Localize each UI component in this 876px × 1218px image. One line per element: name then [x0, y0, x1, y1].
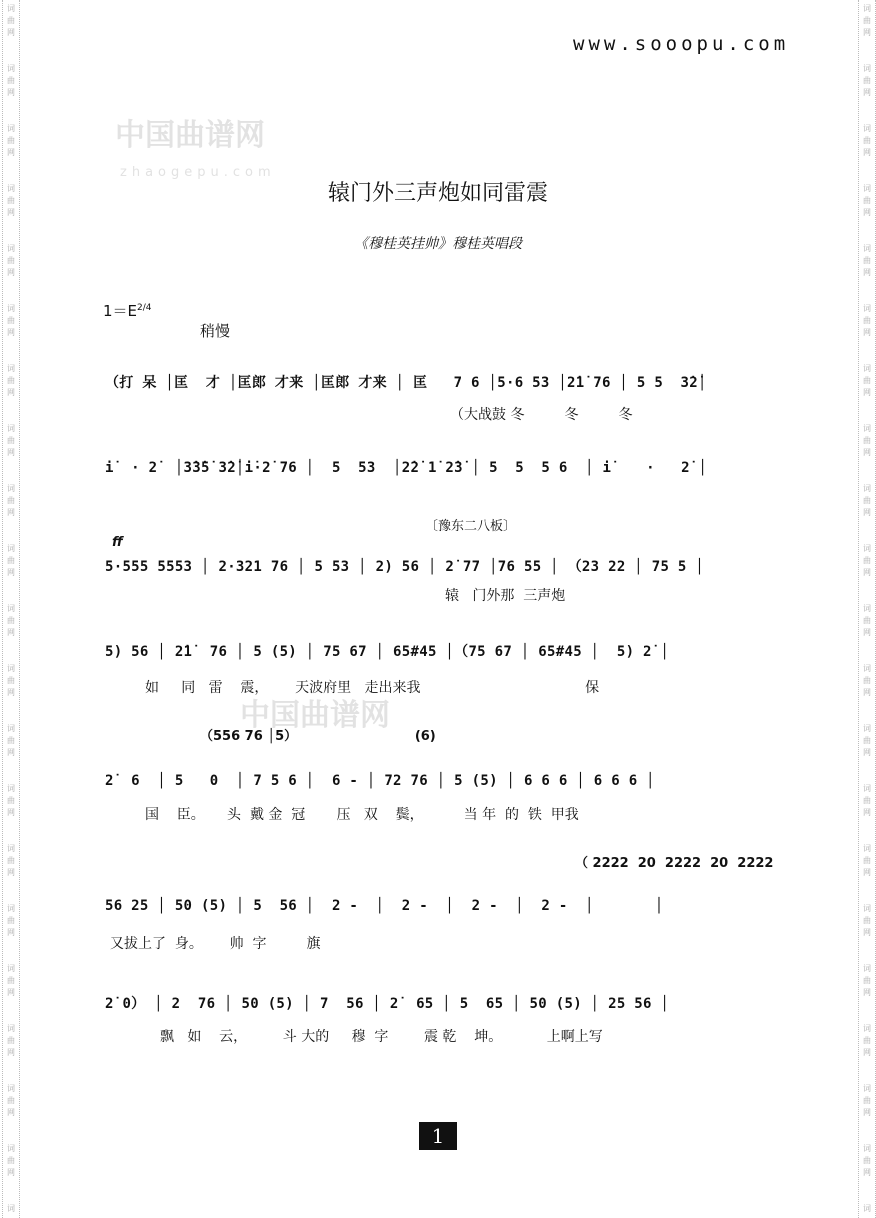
song-subtitle: 《穆桂英挂帅》穆桂英唱段 [354, 236, 522, 252]
side-watermark-char: 词 [863, 1084, 871, 1093]
side-watermark-char: 词 [863, 244, 871, 253]
side-watermark-char: 网 [7, 568, 15, 577]
side-watermark-char: 网 [863, 628, 871, 637]
side-watermark-char: 曲 [863, 316, 871, 325]
song-title: 辕门外三声炮如同雷震 [327, 181, 548, 206]
side-watermark-char: 词 [7, 1144, 15, 1153]
side-watermark-char: 网 [7, 388, 15, 397]
side-watermark-char: 网 [7, 628, 15, 637]
side-watermark-char: 曲 [7, 316, 15, 325]
side-watermark-char: 网 [863, 988, 871, 997]
side-watermark-char: 网 [863, 868, 871, 877]
side-watermark-char: 曲 [7, 496, 15, 505]
side-watermark-char: 网 [7, 28, 15, 37]
side-watermark-char: 曲 [7, 1096, 15, 1105]
notation-line-7: 2̇ 0） │ 2 76 │ 50 (5) │ 7 56 │ 2̇ 65 │ 5 65 │ 50 (5) │ 25 56 │ [105, 996, 670, 1012]
side-watermark-char: 网 [863, 388, 871, 397]
side-watermark-char: 网 [7, 1048, 15, 1057]
side-watermark-char: 曲 [863, 736, 871, 745]
side-watermark-char: 曲 [863, 976, 871, 985]
notation-line-2: i̇ · 2̇ │3̇3̇5̇ 3̇2̇│i̇·2̇ 76 │ 5 53 │2̇2̇ 1̇ 2̇3̇ │ 5 5 5 6 │ i̇ · 2̇ │ [105, 460, 708, 476]
side-watermark-char: 词 [7, 1024, 15, 1033]
side-watermark-char: 词 [7, 244, 15, 253]
side-watermark-char: 网 [863, 568, 871, 577]
side-watermark-char: 网 [7, 808, 15, 817]
side-watermark-char: 网 [863, 268, 871, 277]
side-watermark-char: 词 [7, 664, 15, 673]
side-watermark-char: 词 [863, 484, 871, 493]
side-watermark-char: 词 [863, 4, 871, 13]
side-watermark-char: 曲 [7, 616, 15, 625]
side-watermark-char: 曲 [7, 136, 15, 145]
side-watermark-char: 网 [7, 448, 15, 457]
side-watermark-char: 曲 [863, 856, 871, 865]
side-watermark-char: 词 [863, 1144, 871, 1153]
side-watermark-char: 词 [7, 544, 15, 553]
side-watermark-char: 网 [863, 1108, 871, 1117]
side-watermark-char: 曲 [863, 376, 871, 385]
side-watermark-char: 词 [7, 724, 15, 733]
side-watermark-char: 曲 [863, 136, 871, 145]
side-watermark-char: 词 [7, 4, 15, 13]
side-watermark-char: 曲 [7, 676, 15, 685]
side-watermark-char: 词 [7, 1084, 15, 1093]
side-watermark-char: 词 [863, 184, 871, 193]
side-watermark-char: 词 [7, 844, 15, 853]
side-watermark-char: 词 [7, 424, 15, 433]
side-watermark-char: 曲 [863, 76, 871, 85]
side-watermark-char: 词 [7, 784, 15, 793]
page-number: 1 [419, 1122, 457, 1150]
notation-line-4: 5) 56 │ 2̇1̇ 76 │ 5 (5) │ 75 67 │ 65#45 │（75 67 │ 65#45 │ 5) 2̇ │ [105, 644, 670, 660]
side-watermark-char: 曲 [7, 796, 15, 805]
side-watermark-char: 网 [863, 88, 871, 97]
side-watermark-char: 网 [863, 28, 871, 37]
side-watermark-char: 词 [7, 304, 15, 313]
lyric-line-4: 如 同 雷 震， 天波府里 走出来我 保 [145, 680, 600, 696]
side-watermark-char: 网 [7, 928, 15, 937]
side-watermark-char: 曲 [7, 856, 15, 865]
side-watermark-char: 网 [863, 328, 871, 337]
side-watermark-char: 网 [863, 148, 871, 157]
side-watermark-char: 词 [863, 1204, 871, 1213]
side-watermark-char: 词 [863, 424, 871, 433]
side-watermark-char: 曲 [863, 616, 871, 625]
side-watermark-char: 网 [863, 808, 871, 817]
side-watermark-char: 网 [7, 328, 15, 337]
side-watermark-char: 曲 [863, 556, 871, 565]
side-watermark-char: 曲 [863, 916, 871, 925]
lyric-line-1: （大战鼓 冬 冬 冬 [450, 407, 633, 423]
side-watermark-char: 网 [863, 508, 871, 517]
side-watermark-char: 网 [863, 1168, 871, 1177]
side-watermark-char: 曲 [7, 376, 15, 385]
watermark-logo-2: 中国曲谱网 [240, 698, 390, 733]
side-watermark-char: 网 [7, 148, 15, 157]
side-watermark-char: 网 [7, 688, 15, 697]
side-watermark-char: 曲 [7, 1036, 15, 1045]
side-watermark-char: 词 [863, 664, 871, 673]
lyric-line-3: 辕 门外那 三声炮 [445, 588, 566, 604]
side-watermark-char: 曲 [863, 496, 871, 505]
pre-notation-6: （ 2222 20 2222 20 2222 [575, 856, 774, 871]
notation-line-6: 56 25 │ 50 (5) │ 5 56 │ 2 - │ 2 - │ 2 - │ 2 - │ │ [105, 898, 664, 914]
side-watermark-char: 词 [7, 964, 15, 973]
dynamic-marking: ff [112, 535, 123, 550]
side-watermark-char: 曲 [7, 436, 15, 445]
side-watermark-char: 曲 [7, 736, 15, 745]
side-watermark-char: 词 [863, 904, 871, 913]
side-watermark-char: 网 [863, 688, 871, 697]
side-watermark-char: 词 [863, 124, 871, 133]
side-watermark-char: 曲 [863, 1096, 871, 1105]
side-watermark-char: 网 [7, 868, 15, 877]
side-watermark-char: 词 [863, 1024, 871, 1033]
notation-line-3: 5·555 5553 │ 2·321 76 │ 5 53 │ 2) 56 │ 2̇ 77 │76 55 │ （23 22 │ 75 5 │ [105, 559, 705, 575]
side-watermark-char: 曲 [7, 196, 15, 205]
side-watermark-char: 网 [7, 1168, 15, 1177]
lyric-line-6: 又拔上了 身。 帅 字 旗 [110, 936, 321, 952]
watermark-url: zhaogepu.com [120, 165, 276, 180]
side-watermark-char: 网 [863, 1048, 871, 1057]
banner-label: 〔豫东二八板〕 [425, 519, 517, 534]
side-watermark-char: 词 [7, 1204, 15, 1213]
side-watermark-char: 网 [7, 88, 15, 97]
side-watermark-char: 词 [7, 484, 15, 493]
side-watermark-char: 词 [7, 184, 15, 193]
side-watermark-char: 词 [7, 124, 15, 133]
side-watermark-char: 曲 [7, 556, 15, 565]
side-watermark-char: 词 [863, 304, 871, 313]
notation-line-5: 2̇ 6 │ 5 0 │ 7 5 6 │ 6 - │ 72 76 │ 5 (5) │ 6 6 6 │ 6 6 6 │ [105, 773, 655, 789]
site-url[interactable]: www.sooopu.com [573, 33, 790, 55]
side-watermark-char: 曲 [863, 1156, 871, 1165]
key-signature: $1=E^{2/4}$ [103, 302, 152, 320]
side-watermark-char: 曲 [863, 1036, 871, 1045]
lyric-line-7: 飘 如 云， 斗 大的 穆 字 震 乾 坤。 上啊上写 [160, 1029, 603, 1045]
side-watermark-char: 曲 [863, 676, 871, 685]
side-watermark-char: 曲 [863, 796, 871, 805]
side-watermark-char: 词 [7, 904, 15, 913]
side-watermark-char: 曲 [7, 976, 15, 985]
side-watermark-char: 词 [863, 64, 871, 73]
side-watermark-char: 曲 [863, 196, 871, 205]
side-watermark-char: 词 [863, 964, 871, 973]
watermark-logo: 中国曲谱网 [115, 118, 265, 153]
side-watermark-char: 曲 [863, 16, 871, 25]
pre-notation-5: （556 76 │5） (6) [200, 729, 436, 744]
side-watermark-char: 网 [863, 928, 871, 937]
side-watermark-char: 词 [863, 604, 871, 613]
side-watermark-char: 曲 [7, 256, 15, 265]
side-watermark-char: 词 [7, 604, 15, 613]
side-watermark-char: 词 [863, 544, 871, 553]
side-watermark-char: 网 [7, 988, 15, 997]
side-watermark-char: 词 [863, 844, 871, 853]
notation-line-1: （打 呆 │匡 才 │匡郎 才来 │匡郎 才来 │ 匡 7 6 │5·6 53 │2̇1̇ 76 │ 5 5 3̇2̇│ [105, 375, 707, 391]
side-watermark-char: 网 [863, 448, 871, 457]
side-watermark-char: 曲 [7, 916, 15, 925]
tempo-marking: 稍慢 [200, 322, 231, 340]
side-watermark-char: 词 [7, 64, 15, 73]
side-watermark-char: 网 [863, 208, 871, 217]
side-watermark-char: 曲 [7, 1156, 15, 1165]
side-watermark-char: 网 [7, 1108, 15, 1117]
side-watermark-char: 网 [863, 748, 871, 757]
side-watermark-char: 词 [7, 364, 15, 373]
side-watermark-char: 词 [863, 784, 871, 793]
side-watermark-char: 曲 [7, 16, 15, 25]
side-watermark-char: 词 [863, 364, 871, 373]
side-watermark-char: 网 [7, 508, 15, 517]
side-watermark-char: 网 [7, 208, 15, 217]
side-watermark-char: 曲 [7, 76, 15, 85]
side-watermark-char: 词 [863, 724, 871, 733]
side-watermark-char: 网 [7, 268, 15, 277]
side-watermark-char: 曲 [863, 256, 871, 265]
side-watermark-char: 网 [7, 748, 15, 757]
side-watermark-char: 曲 [863, 436, 871, 445]
lyric-line-5: 国 臣。 头 戴 金 冠 压 双 鬓， 当 年 的 铁 甲我 [145, 807, 579, 823]
